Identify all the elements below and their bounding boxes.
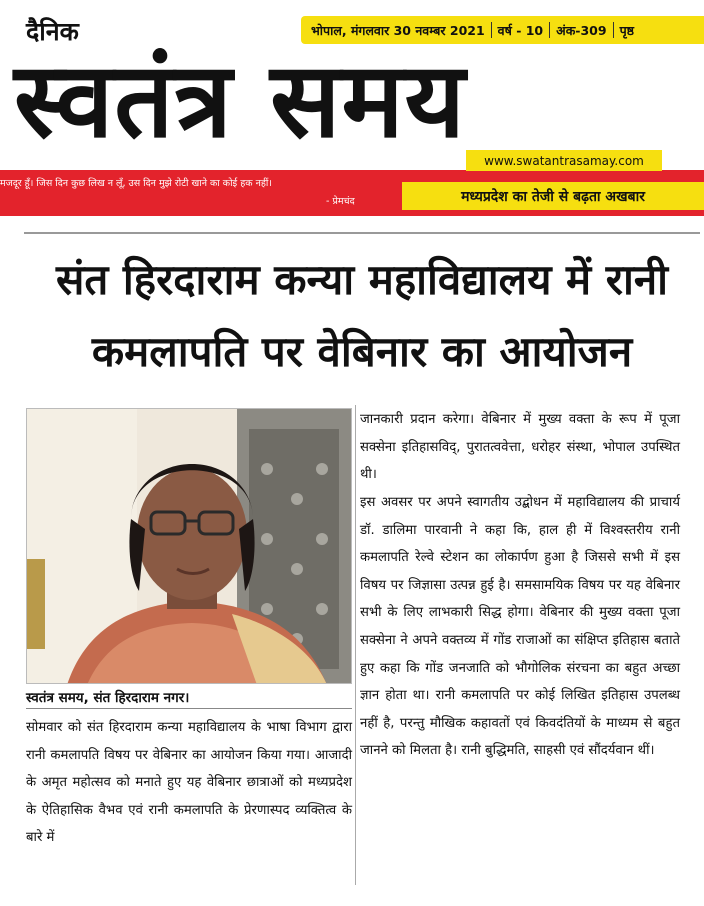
speaker-photo-illustration: [27, 409, 352, 684]
issue-pages: पृष्ठ: [619, 22, 635, 38]
masthead-quote: मजदूर हूँ। जिस दिन कुछ लिख न लूँ, उस दिन मुझे रोटी खाने का कोई हक नहीं।: [0, 178, 272, 189]
quote-author: - प्रेमचंद: [326, 196, 355, 207]
article-headline: संत हिरदाराम कन्या महाविद्यालय में रानी कमलापति पर वेबिनार का आयोजन: [55, 255, 669, 376]
issue-number: अंक-309: [556, 22, 607, 38]
newspaper-brand-small: दैनिक: [26, 17, 79, 46]
section-divider: [24, 232, 700, 234]
website-url: www.swatantrasamay.com: [466, 150, 662, 171]
issue-year: वर्ष - 10: [497, 22, 544, 38]
newspaper-title: स्वतंत्र समय: [14, 39, 466, 161]
caption-divider: [26, 708, 352, 709]
photo-caption: स्वतंत्र समय, संत हिरदाराम नगर।: [26, 690, 190, 706]
issue-separator: [549, 22, 550, 38]
article-body-right-intro: जानकारी प्रदान करेगा। वेबिनार में मुख्य वक्ता के रूप में पूजा सक्सेना इतिहासविद्, पुरातत्ववेत्ता, धरोहर संस्था, भोपाल उपस्थित थी।: [360, 412, 680, 483]
speaker-photo: [26, 408, 352, 684]
article-body-left: सोमवार को संत हिरदाराम कन्या महाविद्यालय के भाषा विभाग द्वारा रानी कमलापति विषय पर वेबिनार का आयोजन किया गया। आजादी के अमृत महोत्सव को मनाते हुए यह वेबिनार छात्राओं को मध्यप्रदेश के ऐतिहासिक वैभव एवं रानी कमलापति के प्रेरणास्पद व्यक्तित्व के बारे में: [26, 720, 352, 846]
column-divider: [355, 405, 356, 885]
issue-separator: [613, 22, 614, 38]
issue-separator: [491, 22, 492, 38]
issue-city-date: भोपाल, मंगलवार 30 नवम्बर 2021: [311, 22, 485, 38]
article-body-right-main: इस अवसर पर अपने स्वागतीय उद्बोधन में महाविद्यालय की प्राचार्य डॉ. डालिमा पारवानी ने कहा कि, हाल ही में विश्वस्तरीय रानी कमलापति रेल्वे स्टेशन का लोकार्पण हुआ है जिससे सभी में इस विषय पर जिज्ञासा उत्पन्न हुई है। समसामयिक विषय पर यह वेबिनार सभी के लिए लाभकारी सिद्ध होगा। वेबिनार की मुख्य वक्ता पूजा सक्सेना ने अपने वक्तव्य में गोंड राजाओं का संक्षिप्त इतिहास बताते हुए कहा कि गोंड जनजाति को भौगोलिक संरचना का बहुत अच्छा ज्ञान होता था। रानी कमलापति पर कोई लिखित इतिहास उपलब्ध नहीं है, परन्तु मौखिक कहावतों एवं किवदंतियों के माध्यम से बहुत जानने को मिलता है। रानी बुद्धिमति, साहसी एवं सौंदर्यवान थीं।: [360, 495, 680, 759]
newspaper-tagline: मध्यप्रदेश का तेजी से बढ़ता अखबार: [402, 182, 704, 210]
